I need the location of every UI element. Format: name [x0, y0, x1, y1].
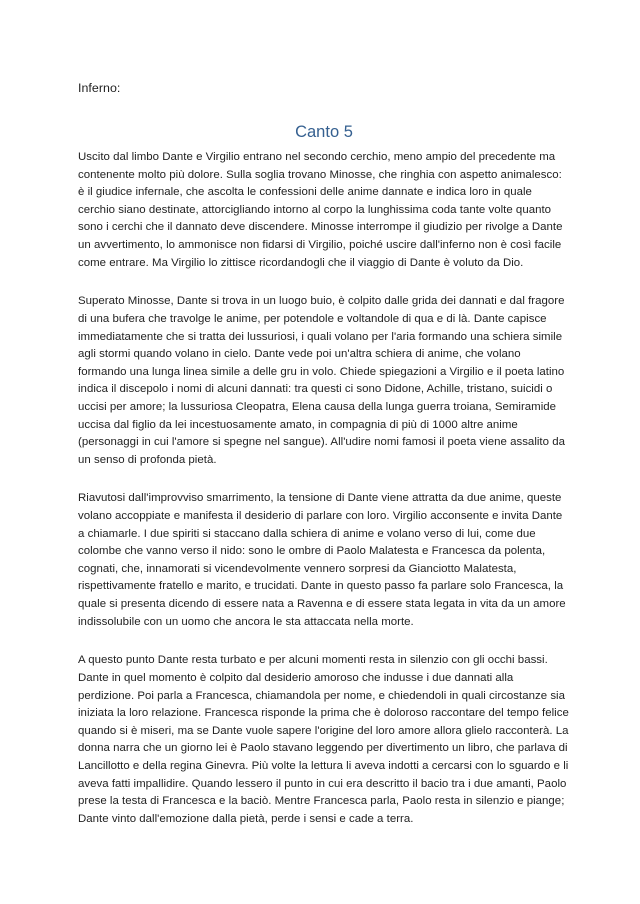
paragraph-1: Uscito dal limbo Dante e Virgilio entrano nel secondo cerchio, meno ampio del precedente ma contenente molto più dolore. Sulla soglia trovano Minosse, che ringhia con aspetto animalesco: è il giudice infernale, che ascolta le confessioni delle anime dannate e indica loro in quale cerchio siano destinate, attorcigliando intorno al corpo la lunghissima coda tante volte quanto sono i cerchi che il dannato deve discendere. Minosse interrompe il giudizio per rivolge a Dante un avvertimento, lo ammonisce non fidarsi di Virgilio, poiché uscire dall'inferno non è così facile come entrare. Ma Virgilio lo zittisce ricordandogli che il viaggio di Dante è voluto da Dio.: [78, 151, 563, 269]
section-heading: Inferno:: [78, 81, 121, 95]
paragraph-2: Superato Minosse, Dante si trova in un luogo buio, è colpito dalle grida dei dannati e dal fragore di una bufera che travolge le anime, per potendole e voltandole di qua e di là. Dante capisce immediatamente che si tratta dei lussuriosi, i quali volano per l'aria formando una schiera simile agli stormi quando volano in cielo. Dante vede poi un'altra schiera di anime, che volano formando una lunga linea simile a delle gru in volo. Chiede spiegazioni a Virgilio e il poeta latino indica il discepolo i nomi di alcuni dannati: tra questi ci sono Didone, Achille, tristano, suicidi o uccisi per amore; la lussuriosa Cleopatra, Elena causa della lunga guerra troiana, Semiramide uccisa dal figlio da lei incestuosamente amato, in compagnia di più di 1000 altre anime (personaggi in cui l'amore si spegne nel sangue). All'udire nomi famosi il poeta viene assalito da un senso di profonda pietà.: [78, 295, 565, 466]
paragraph-4: A questo punto Dante resta turbato e per alcuni momenti resta in silenzio con gli occhi bassi. Dante in quel momento è colpito dal desiderio amoroso che indusse i due dannati alla perdizione. Poi parla a Francesca, chiamandola per nome, e chiedendoli in quali circostanze sia iniziata la loro relazione. Francesca risponde la prima che è doloroso raccontare del tempo felice quando si è miseri, ma se Dante vuole sapere l'origine del loro amore allora glielo racconterà. La donna narra che un giorno lei è Paolo stavano leggendo per divertimento un libro, che parlava di Lancillotto e della regina Ginevra. Più volte la lettura li aveva indotti a cercarsi con lo sguardo e li aveva fatti impallidire. Quando lessero il punto in cui era descritto il bacio tra i due amanti, Paolo prese la testa di Francesca e la baciò. Mentre Francesca parla, Paolo resta in silenzio e piange; Dante vinto dall'emozione dalla pietà, perde i sensi e cade a terra.: [78, 654, 569, 825]
canto-title: Canto 5: [295, 123, 353, 141]
paragraph-3: Riavutosi dall'improvviso smarrimento, la tensione di Dante viene attratta da due anime, queste volano accoppiate e manifesta il desiderio di parlare con loro. Virgilio acconsente e invita Dante a chiamarle. I due spiriti si staccano dalla schiera di anime e volano verso di lui, come due colombe che vanno verso il nido: sono le ombre di Paolo Malatesta e Francesca da polenta, cognati, che, innamorati si vicendevolmente vennero sorpresi da Gianciotto Malatesta, rispettivamente fratello e marito, e trucidati. Dante in questo passo fa parlare solo Francesca, la quale si presenta dicendo di essere nata a Ravenna e di essere stata legata in vita da un amore indissolubile con un uomo che ancora le sta attaccata nella morte.: [78, 492, 566, 628]
